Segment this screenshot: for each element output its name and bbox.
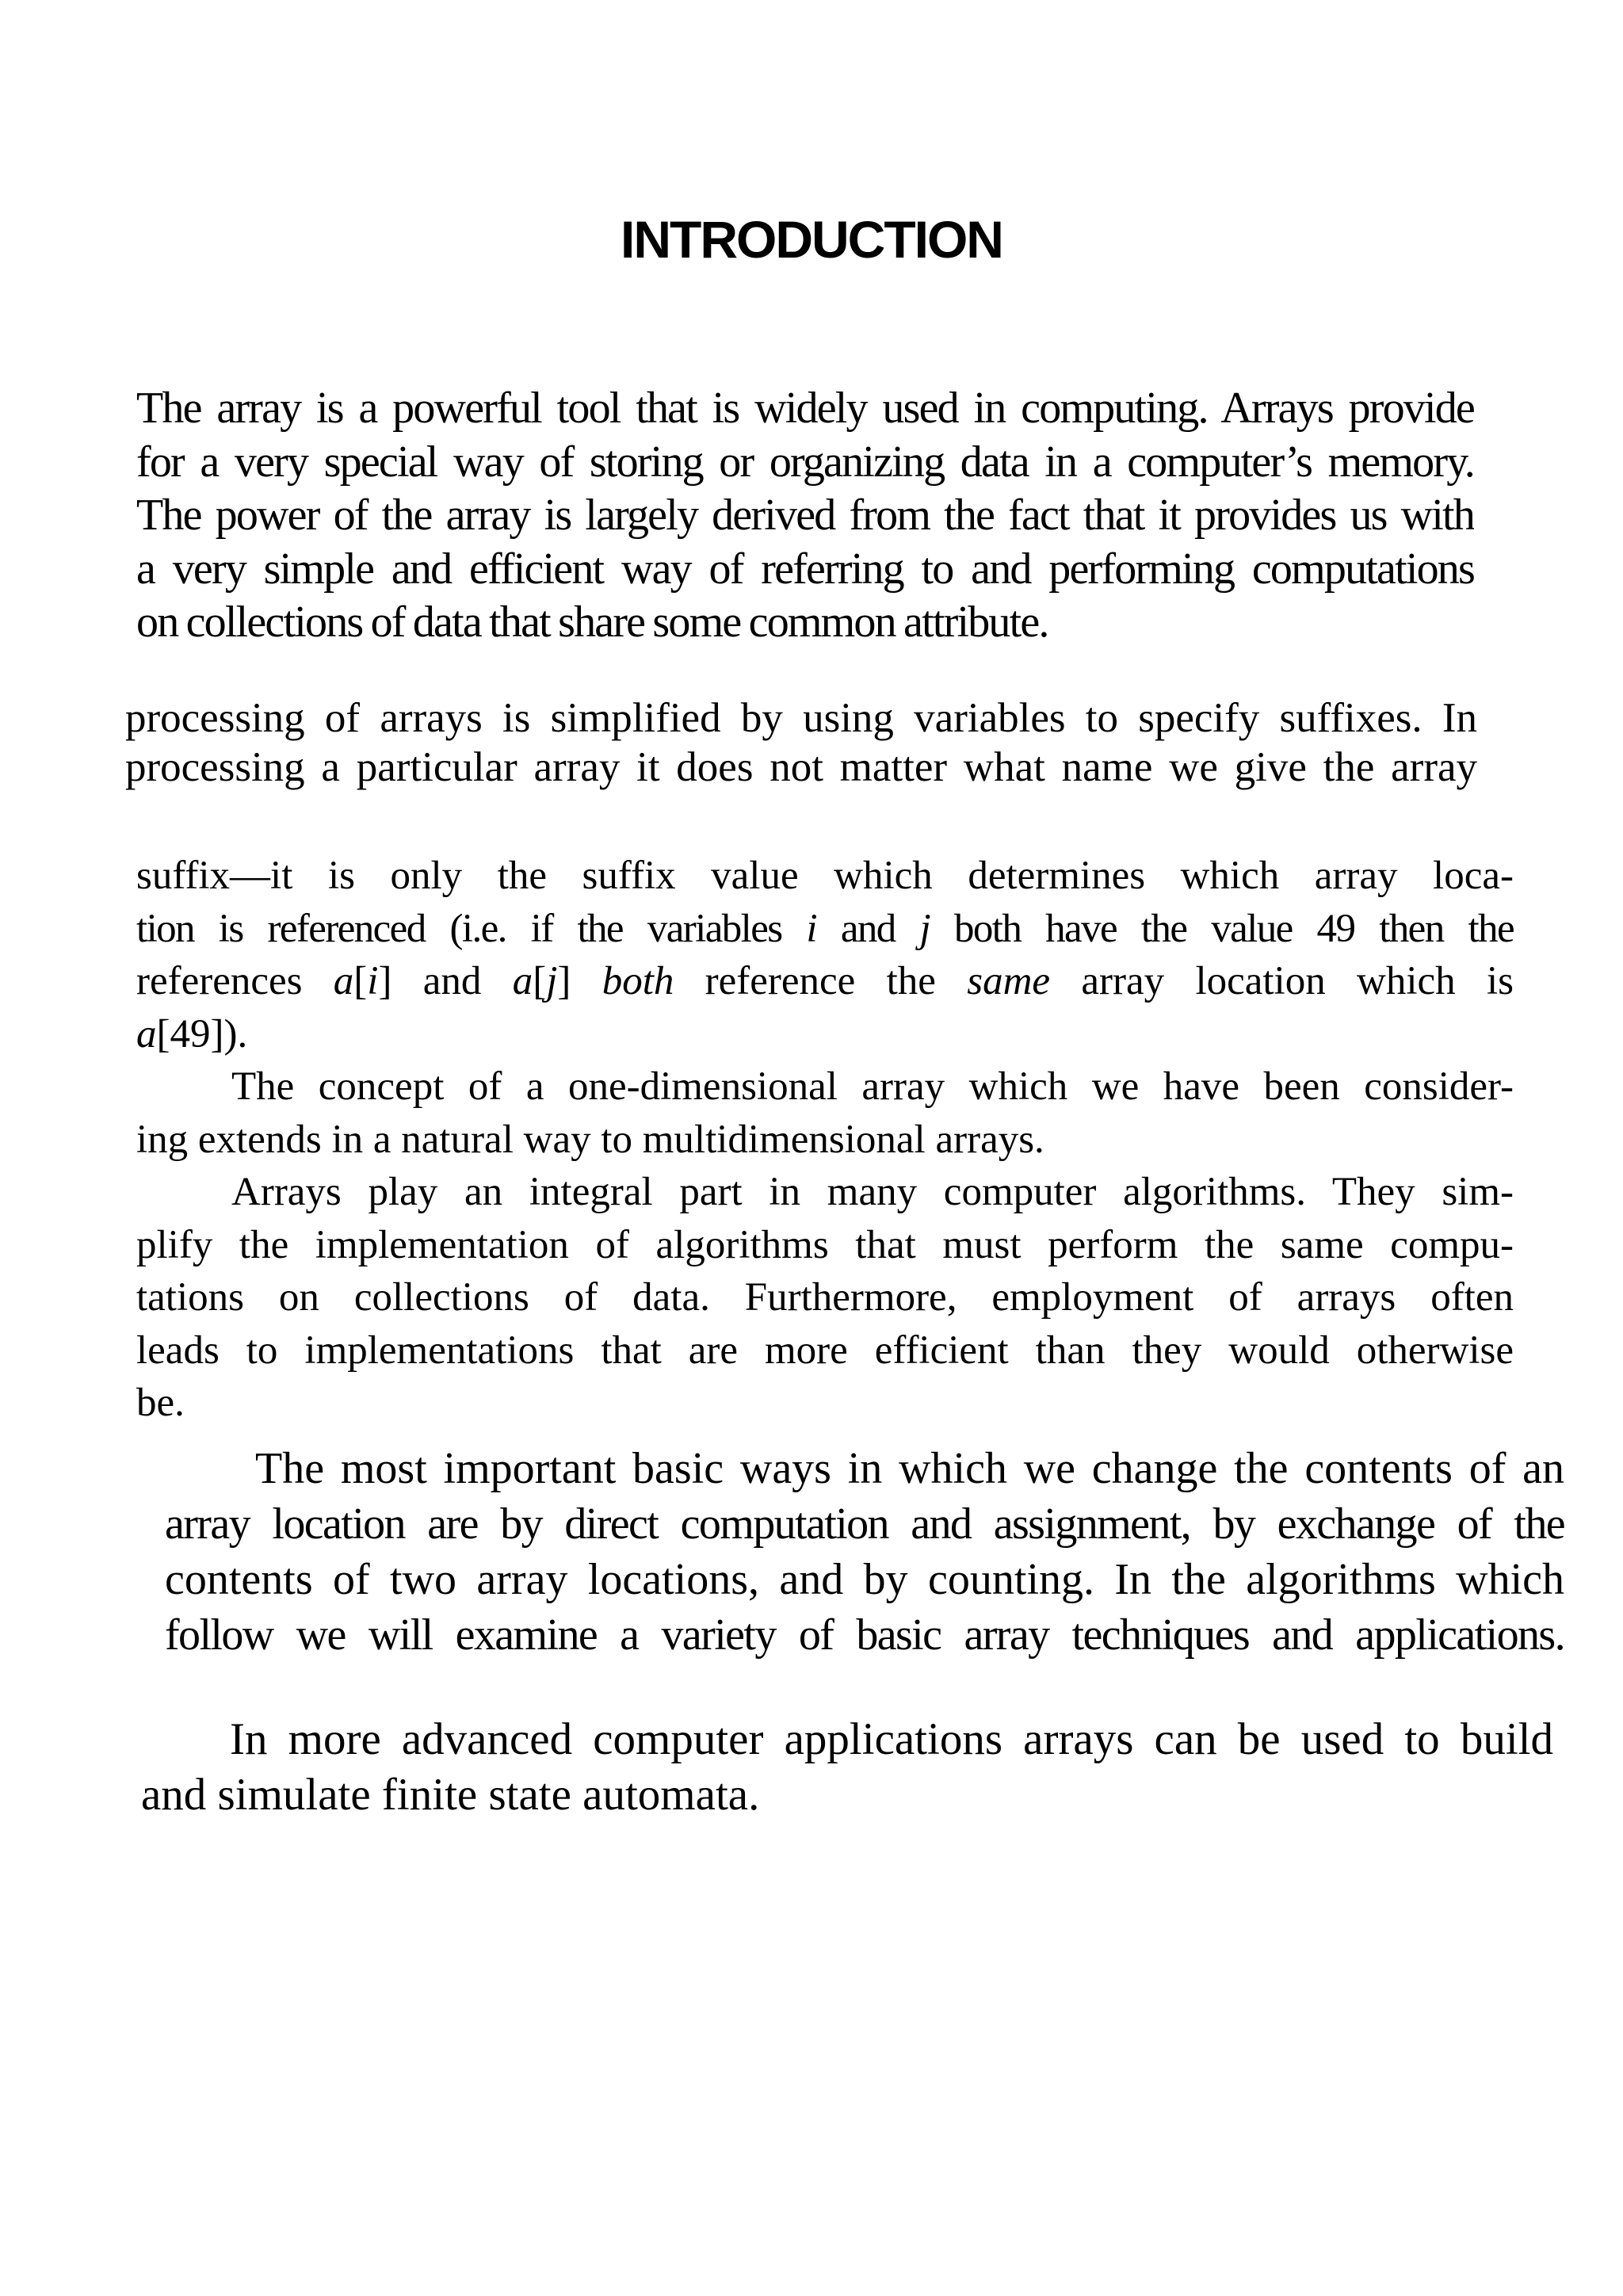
text-line: In more advanced computer applications arrays can be used to build	[230, 1714, 1553, 1764]
text-line	[136, 1008, 1514, 1061]
text-line: on collections of data that share some common attribute.	[136, 598, 1048, 647]
text-line: processing a particular array it does not matter what name we give the array	[125, 744, 1477, 790]
text-span: both have the value 49 then the	[930, 906, 1514, 951]
text-line: a very simple and efficient way of referring to and performing computations	[136, 544, 1474, 594]
variable-i: i	[806, 906, 816, 951]
text-line: The array is a powerful tool that is widely used in computing. Arrays provide	[136, 384, 1474, 433]
text-line: tations on collections of data. Furthermore, employment of arrays often	[136, 1275, 1514, 1320]
text-line: contents of two array locations, and by counting. In the algorithms which	[165, 1555, 1564, 1604]
text-span: and	[391, 959, 513, 1003]
array-name: a	[136, 1011, 157, 1056]
text-line: leads to implementations that are more efficient than they would otherwise	[136, 1328, 1514, 1373]
text-span: ]	[557, 959, 571, 1003]
paragraph-processing	[125, 693, 1477, 792]
text-span: [	[353, 959, 368, 1003]
variable-i: i	[367, 959, 379, 1003]
text-line: The power of the array is largely derived from the fact that it provides us with	[136, 491, 1474, 540]
text-line: be.	[136, 1381, 185, 1425]
paragraph-advanced	[141, 1712, 1553, 1823]
emphasis-both: both	[601, 959, 674, 1003]
text-line	[136, 955, 1514, 1008]
text-line: follow we will examine a variety of basic array techniques and applications.	[165, 1610, 1564, 1660]
variable-j: j	[546, 959, 558, 1003]
text-line: The most important basic ways in which we change the contents of an	[255, 1444, 1564, 1493]
text-line: The concept of a one-dimensional array which we have been consider-	[231, 1064, 1514, 1109]
text-line: ing extends in a natural way to multidimensional arrays.	[136, 1117, 1044, 1162]
text-line: processing of arrays is simplified by using variables to specify suffixes. In	[125, 695, 1477, 741]
text-span: and	[815, 906, 920, 951]
text-span: [	[533, 959, 547, 1003]
text-line: for a very special way of storing or organizing data in a computer’s memory.	[136, 437, 1474, 487]
variable-j: j	[919, 906, 930, 951]
text-span: tion is referenced (i.e. if the variables	[136, 906, 807, 951]
text-line: and simulate finite state automata.	[141, 1770, 760, 1820]
text-line	[136, 903, 1514, 956]
page-title: INTRODUCTION	[621, 210, 1002, 269]
array-name: a	[333, 959, 354, 1003]
array-name: a	[512, 959, 533, 1003]
paragraph-basic-ways	[165, 1441, 1564, 1663]
text-line: suffix—it is only the suffix value which determines which array loca-	[136, 854, 1514, 898]
text-span: references	[136, 959, 334, 1003]
text-span: ]	[378, 959, 392, 1003]
text-span: reference the	[674, 959, 968, 1003]
text-line: Arrays play an integral part in many computer algorithms. They sim-	[231, 1170, 1514, 1214]
paragraph-intro	[136, 382, 1474, 650]
text-span: [49]).	[156, 1011, 248, 1056]
text-line: plify the implementation of algorithms that must perform the same compu-	[136, 1222, 1514, 1267]
text-line: array location are by direct computation and assignment, by exchange of the	[165, 1499, 1564, 1549]
paragraph-suffix	[136, 850, 1514, 1430]
text-span: array location which is	[1050, 959, 1514, 1003]
emphasis-same: same	[967, 959, 1051, 1003]
